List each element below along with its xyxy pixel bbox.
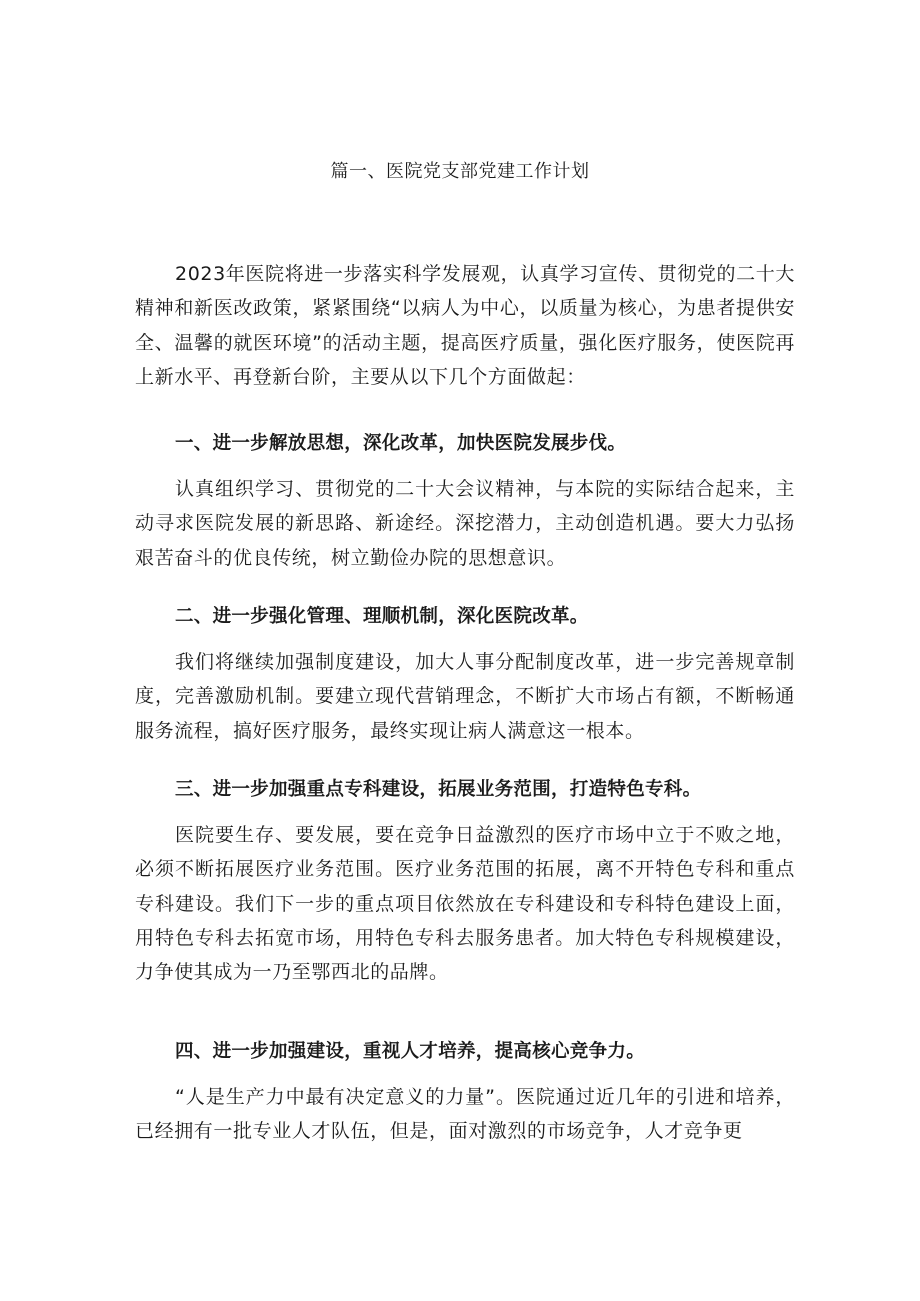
section-3-body: 医院要生存、要发展，要在竞争日益激烈的医疗市场中立于不败之地，必须不断拓展医疗业务范围。医疗业务范围的拓展，离不开特色专科和重点专科建设。我们下一步的重点项目依然放在专科建设和专科特色建设上面，用特色专科去拓宽市场，用特色专科去服务患者。加大特色专科规模建设，力争使其成为一乃至鄂西北的品牌。 [135, 824, 795, 984]
section-4-heading: 四、进一步加强建设，重视人才培养，提高核心竞争力。 [175, 1041, 646, 1062]
section-2-body: 我们将继续加强制度建设，加大人事分配制度改革，进一步完善规章制度，完善激励机制。要建立现代营销理念，不断扩大市场占有额，不断畅通服务流程，搞好医疗服务，最终实现让病人满意这一根本。 [135, 651, 795, 742]
section-1-heading: 一、进一步解放思想，深化改革，加快医院发展步伐。 [175, 433, 627, 454]
section-1-body: 认真组织学习、贯彻党的二十大会议精神，与本院的实际结合起来，主动寻求医院发展的新思路、新途经。深挖潜力，主动创造机遇。要大力弘扬艰苦奋斗的优良传统，树立勤俭办院的思想意识。 [135, 478, 795, 569]
intro-paragraph: 2023年医院将进一步落实科学发展观，认真学习宣传、贯彻党的二十大精神和新医改政策，紧紧围绕“以病人为中心，以质量为核心，为患者提供安全、温馨的就医环境”的活动主题，提高医疗质量，强化医疗服务，使医院再上新水平、再登新台阶，主要从以下几个方面做起： [135, 263, 795, 388]
section-2-heading: 二、进一步强化管理、理顺机制，深化医院改革。 [175, 606, 589, 627]
section-4-body: “人是生产力中最有决定意义的力量”。医院通过近几年的引进和培养，已经拥有一批专业人才队伍，但是，面对激烈的市场竞争，人才竞争更 [135, 1086, 795, 1143]
section-3-heading: 三、进一步加强重点专科建设，拓展业务范围，打造特色专科。 [175, 779, 702, 800]
document-title: 篇一、医院党支部党建工作计划 [330, 161, 590, 182]
